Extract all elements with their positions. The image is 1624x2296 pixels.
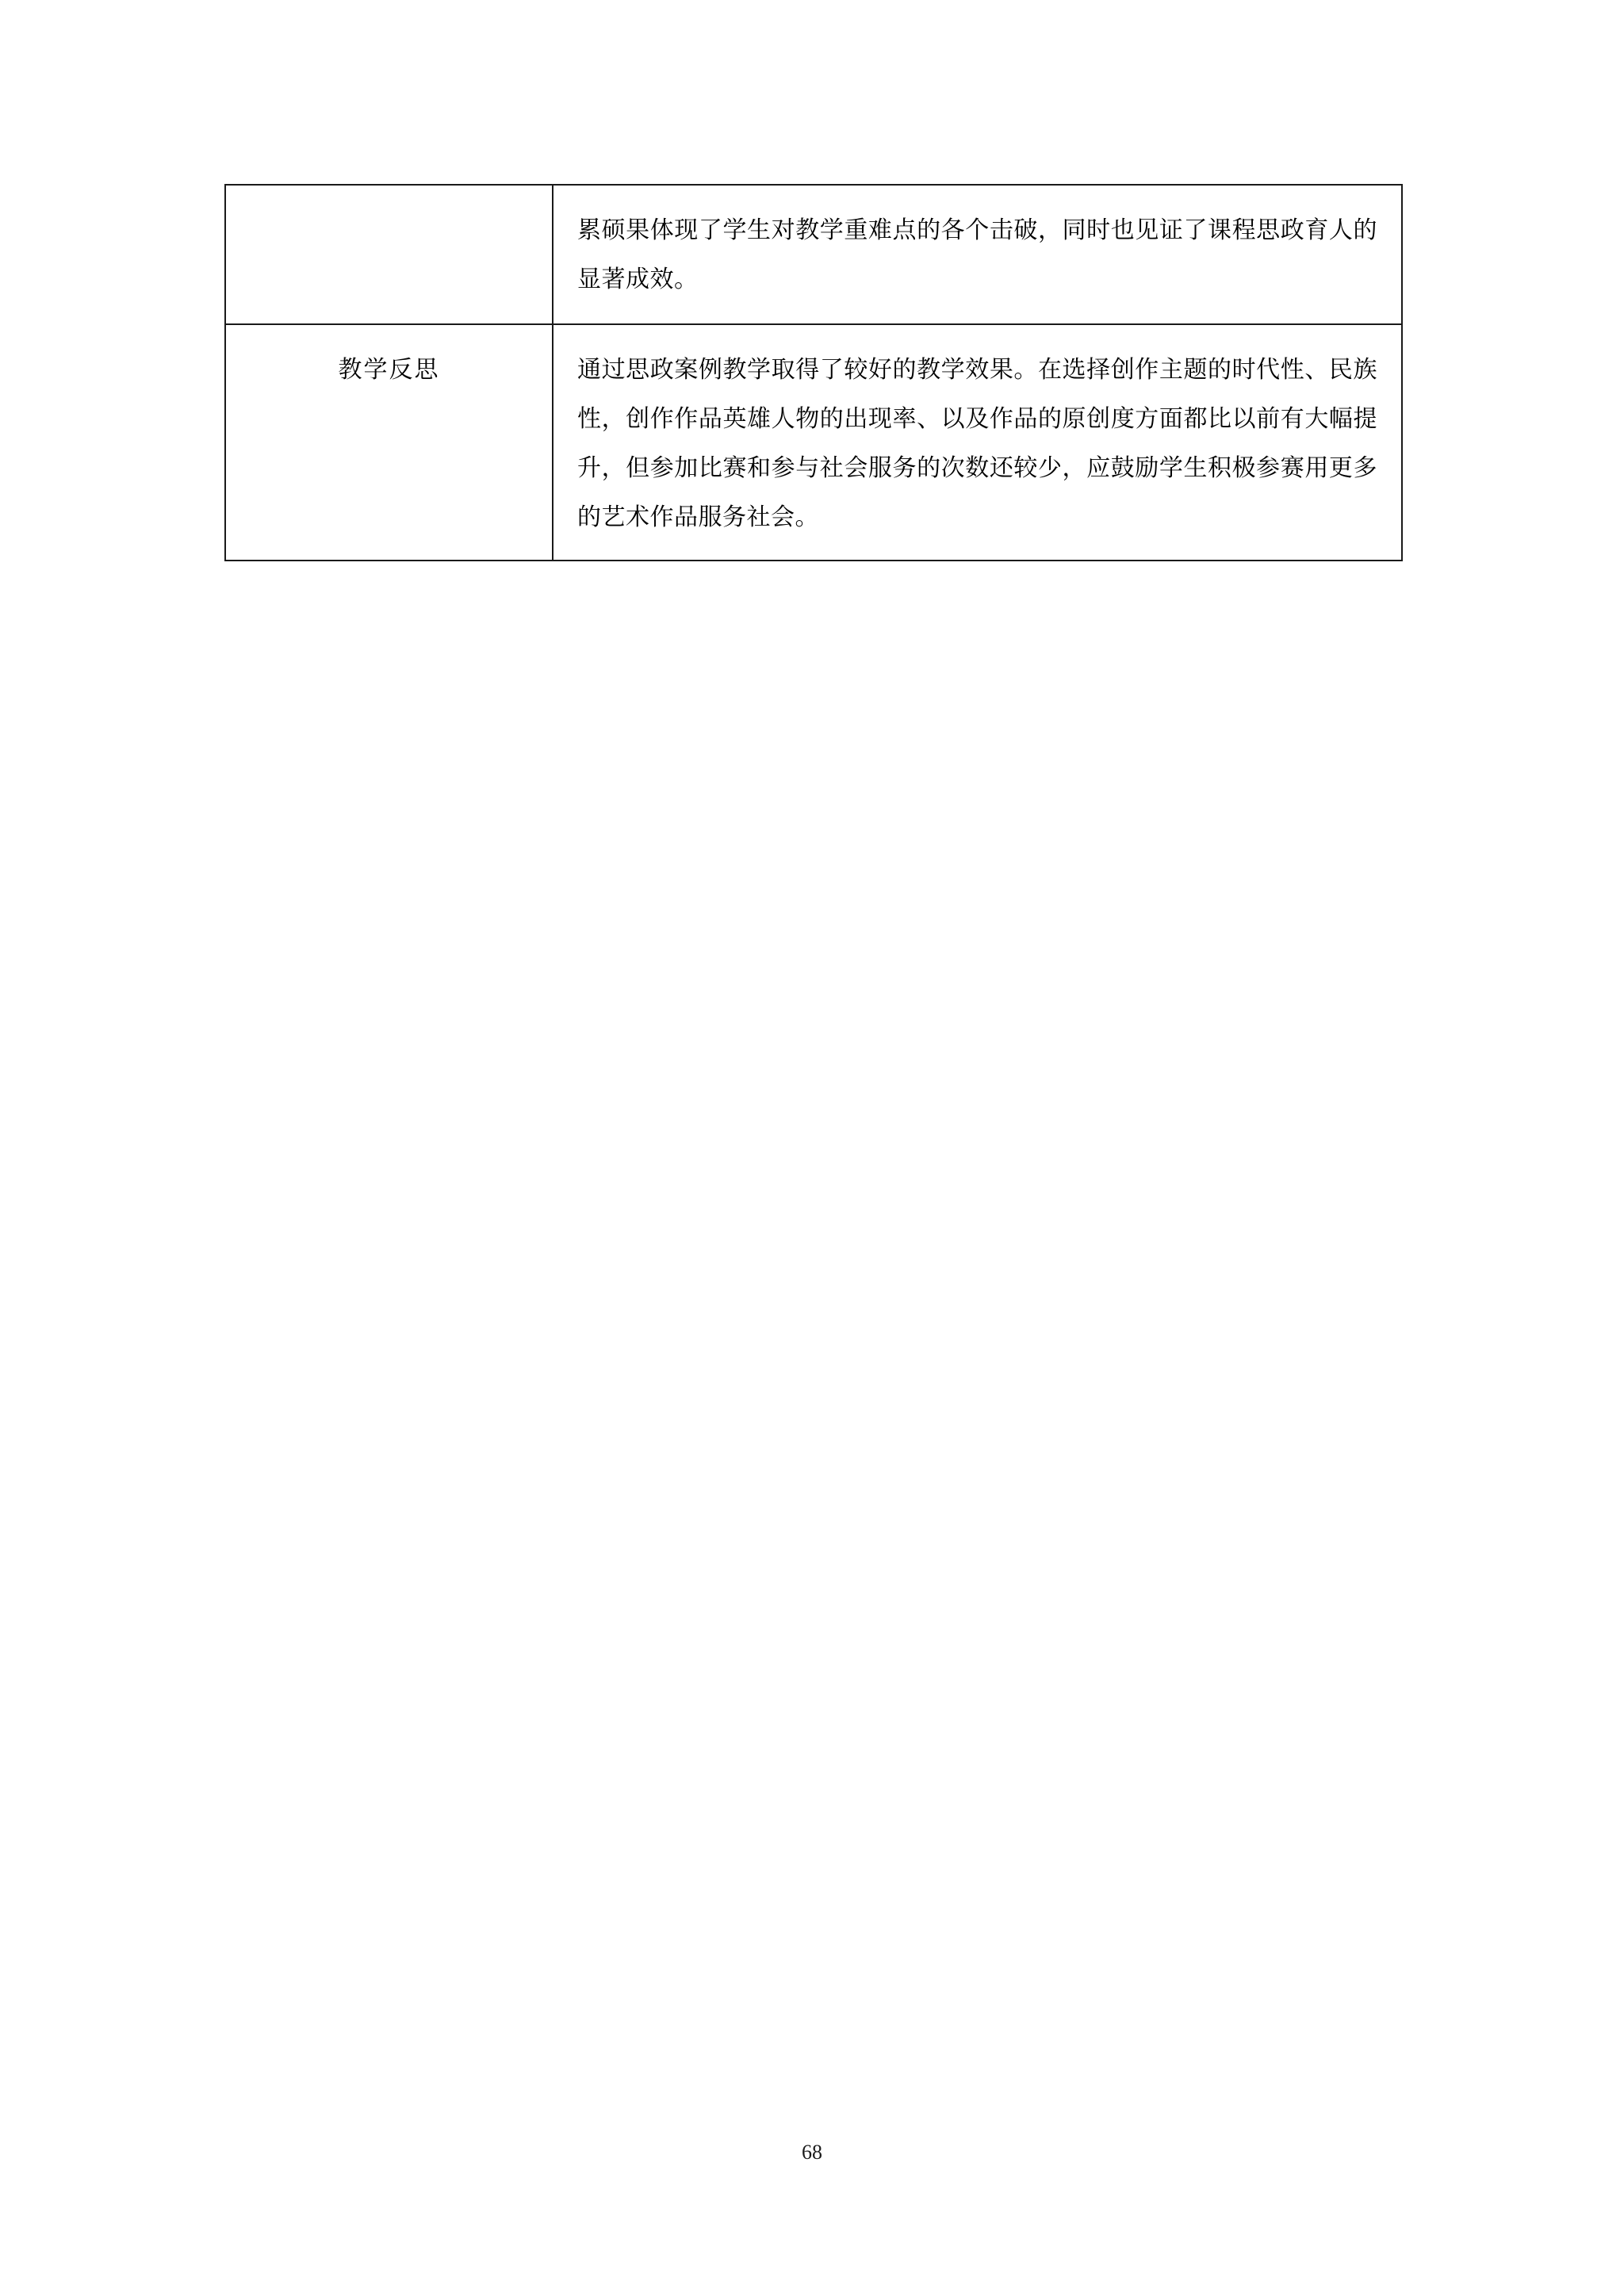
row-body-text-teaching-reflection: 通过思政案例教学取得了较好的教学效果。在选择创作主题的时代性、民族性，创作作品英雄人物的出现率、以及作品的原创度方面都比以前有大幅提升，但参加比赛和参与社会服务的次数还较少，应鼓励学生积极参赛用更多的艺术作品服务社会。	[577, 357, 1377, 530]
row-label-teaching-reflection: 教学反思	[338, 357, 440, 383]
table-row	[225, 185, 1402, 324]
teaching-reflection-table	[224, 184, 1403, 561]
row-body-text-continuation: 累硕果体现了学生对教学重难点的各个击破，同时也见证了课程思政育人的显著成效。	[577, 217, 1377, 293]
table-cell-body	[553, 185, 1402, 324]
row-label-empty	[226, 186, 552, 206]
table-cell-body	[553, 324, 1402, 561]
table-cell-label	[225, 185, 553, 324]
page-number: 68	[802, 2141, 822, 2164]
table-cell-label	[225, 324, 553, 561]
table-row	[225, 324, 1402, 561]
